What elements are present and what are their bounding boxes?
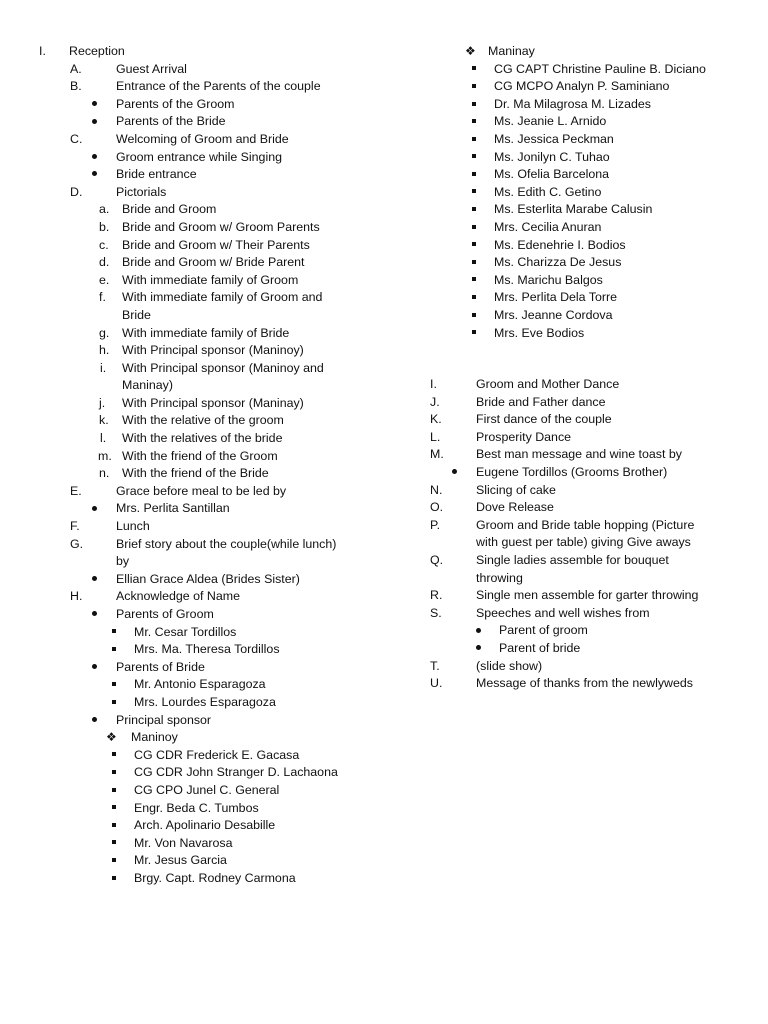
list-item-text: Groom entrance while Singing bbox=[116, 149, 282, 164]
sponsor-name: CG CDR Frederick E. Gacasa bbox=[134, 747, 300, 762]
sponsor-name: CG CAPT Christine Pauline B. Diciano bbox=[494, 61, 706, 76]
outline-item-t bbox=[405, 658, 768, 676]
outline-item-q-continuation bbox=[405, 570, 768, 588]
list-item bbox=[405, 640, 768, 658]
sponsor-name: Ms. Jonilyn C. Tuhao bbox=[494, 149, 610, 164]
list-item bbox=[0, 676, 380, 694]
bullet-square-icon bbox=[472, 149, 476, 167]
bullet-square-icon bbox=[472, 78, 476, 96]
outline-text: Slicing of cake bbox=[476, 482, 556, 497]
outline-marker: I. bbox=[430, 377, 437, 392]
outline-item-r bbox=[405, 587, 768, 605]
list-item-text: Mrs. Perlita Santillan bbox=[116, 501, 230, 516]
list-item bbox=[405, 201, 768, 219]
list-item bbox=[405, 166, 768, 184]
groom-parents-label: Parents of Groom bbox=[116, 607, 214, 621]
pictorial-text: Maninay) bbox=[122, 378, 173, 393]
bullet-square-icon bbox=[472, 272, 476, 290]
outline-marker: l. bbox=[100, 431, 107, 446]
outline-marker: k. bbox=[99, 413, 109, 428]
pictorial-item bbox=[0, 219, 380, 237]
list-item bbox=[0, 659, 380, 677]
list-item bbox=[405, 149, 768, 167]
sponsor-name: Ms. Edith C. Getino bbox=[494, 184, 602, 199]
bullet-square-icon bbox=[472, 96, 476, 114]
outline-marker: O. bbox=[430, 500, 444, 515]
pictorial-item bbox=[0, 325, 380, 343]
outline-item-d bbox=[0, 184, 380, 202]
outline-text: Speeches and well wishes from bbox=[476, 605, 650, 620]
bullet-square-icon bbox=[112, 852, 116, 870]
sponsor-name: CG MCPO Analyn P. Saminiano bbox=[494, 79, 670, 94]
sponsor-name: CG CPO Junel C. General bbox=[134, 782, 280, 797]
list-item bbox=[0, 817, 380, 835]
bullet-square-icon bbox=[472, 325, 476, 343]
list-item bbox=[405, 272, 768, 290]
bullet-square-icon bbox=[472, 201, 476, 219]
list-item bbox=[0, 694, 380, 712]
pictorial-item bbox=[0, 430, 380, 448]
bullet-square-icon bbox=[112, 870, 116, 888]
pictorial-text: Bride and Groom bbox=[122, 202, 217, 217]
bullet-dot-icon bbox=[92, 149, 97, 167]
list-item bbox=[405, 184, 768, 202]
outline-text: Guest Arrival bbox=[116, 61, 187, 76]
bullet-square-icon bbox=[472, 289, 476, 307]
list-item bbox=[0, 500, 380, 518]
sponsor-name: Ms. Charizza De Jesus bbox=[494, 255, 622, 270]
outline-text: Single ladies assemble for bouquet bbox=[476, 553, 669, 568]
bullet-square-icon bbox=[112, 817, 116, 835]
list-item bbox=[405, 61, 768, 79]
list-item bbox=[405, 219, 768, 237]
list-item bbox=[405, 325, 768, 343]
outline-item-e bbox=[0, 483, 380, 501]
outline-marker: G. bbox=[70, 536, 84, 551]
outline-marker: j. bbox=[99, 395, 106, 410]
list-item bbox=[0, 96, 380, 114]
list-item-text: Parents of the Groom bbox=[116, 96, 235, 111]
bullet-dot-icon bbox=[476, 622, 481, 640]
pictorial-item bbox=[0, 395, 380, 413]
outline-marker: K. bbox=[430, 412, 442, 427]
outline-marker: C. bbox=[70, 131, 83, 146]
outline-text: with guest per table) giving Give aways bbox=[476, 535, 691, 550]
outline-item-g-continuation bbox=[0, 553, 380, 571]
outline-item-g bbox=[0, 536, 380, 554]
bullet-dot-icon bbox=[92, 500, 97, 518]
bullet-square-icon bbox=[112, 641, 116, 659]
outline-item-n bbox=[405, 482, 768, 500]
left-column bbox=[0, 43, 380, 888]
diamond-bullet-icon: ❖ bbox=[465, 44, 476, 58]
list-item bbox=[0, 800, 380, 818]
outline-item-k bbox=[405, 411, 768, 429]
list-item bbox=[405, 254, 768, 272]
sponsor-name: Engr. Beda C. Tumbos bbox=[134, 800, 259, 815]
outline-marker: d. bbox=[99, 255, 110, 270]
outline-text: Entrance of the Parents of the couple bbox=[116, 79, 321, 94]
pictorial-item bbox=[0, 412, 380, 430]
list-item bbox=[0, 166, 380, 184]
outline-marker: R. bbox=[430, 588, 443, 603]
list-item bbox=[0, 852, 380, 870]
outline-item-b bbox=[0, 78, 380, 96]
pictorial-item bbox=[0, 272, 380, 290]
sponsor-name: Dr. Ma Milagrosa M. Lizades bbox=[494, 96, 651, 111]
outline-item-o bbox=[405, 499, 768, 517]
list-item bbox=[0, 729, 380, 747]
bullet-square-icon bbox=[112, 624, 116, 642]
bullet-dot-icon bbox=[92, 96, 97, 114]
outline-text: Reception bbox=[69, 44, 125, 58]
outline-text: by bbox=[116, 554, 130, 569]
list-item-text: Mr. Antonio Esparagoza bbox=[134, 677, 266, 692]
bullet-square-icon bbox=[472, 166, 476, 184]
outline-text: Pictorials bbox=[116, 184, 167, 199]
pictorial-text: With the relative of the groom bbox=[122, 413, 284, 428]
sponsor-name: Arch. Apolinario Desabille bbox=[134, 818, 276, 833]
pictorial-text: With immediate family of Groom bbox=[122, 272, 299, 287]
outline-item-i bbox=[405, 376, 768, 394]
diamond-bullet-icon: ❖ bbox=[106, 730, 117, 745]
list-item-text: Mrs. Ma. Theresa Tordillos bbox=[134, 642, 280, 657]
list-item bbox=[0, 571, 380, 589]
outline-item-m bbox=[405, 446, 768, 464]
outline-marker: b. bbox=[99, 219, 110, 234]
list-item bbox=[0, 782, 380, 800]
outline-marker: i. bbox=[100, 360, 107, 375]
list-item-text: Ellian Grace Aldea (Brides Sister) bbox=[116, 571, 300, 586]
pictorial-text: With the friend of the Bride bbox=[122, 466, 269, 481]
outline-item-s bbox=[405, 605, 768, 623]
pictorial-text: With the friend of the Groom bbox=[122, 448, 278, 463]
pictorial-text: Bride and Groom w/ Groom Parents bbox=[122, 219, 320, 234]
bullet-square-icon bbox=[472, 61, 476, 79]
bullet-square-icon bbox=[112, 764, 116, 782]
bullet-square-icon bbox=[112, 694, 116, 712]
sponsor-name: Ms. Ofelia Barcelona bbox=[494, 167, 610, 182]
list-item-text: Parent of groom bbox=[499, 623, 588, 638]
outline-text: Groom and Bride table hopping (Picture bbox=[476, 517, 695, 532]
outline-marker: T. bbox=[430, 658, 440, 673]
outline-text: throwing bbox=[476, 570, 523, 585]
pictorial-item bbox=[0, 237, 380, 255]
list-item bbox=[0, 764, 380, 782]
list-item bbox=[405, 113, 768, 131]
bullet-dot-icon bbox=[452, 464, 457, 482]
outline-text: Bride and Father dance bbox=[476, 394, 606, 409]
sponsor-name: CG CDR John Stranger D. Lachaona bbox=[134, 765, 338, 780]
list-item bbox=[405, 43, 768, 61]
list-item bbox=[0, 606, 380, 624]
pictorial-item bbox=[0, 465, 380, 483]
pictorial-text: With immediate family of Groom and bbox=[122, 290, 323, 305]
maninoy-label: Maninoy bbox=[131, 730, 178, 745]
list-item-text: Mr. Cesar Tordillos bbox=[134, 624, 237, 639]
outline-text: First dance of the couple bbox=[476, 412, 612, 427]
bullet-square-icon bbox=[472, 131, 476, 149]
outline-marker: e. bbox=[99, 272, 110, 287]
list-item bbox=[405, 237, 768, 255]
bullet-square-icon bbox=[472, 113, 476, 131]
sponsor-name: Ms. Jeanie L. Arnido bbox=[494, 114, 607, 129]
pictorial-item bbox=[0, 448, 380, 466]
pictorial-item bbox=[0, 201, 380, 219]
outline-item-f bbox=[0, 518, 380, 536]
list-item bbox=[0, 624, 380, 642]
outline-marker: F. bbox=[70, 519, 80, 534]
outline-text: (slide show) bbox=[476, 658, 543, 673]
list-item-text: Mrs. Lourdes Esparagoza bbox=[134, 694, 276, 709]
outline-text: Brief story about the couple(while lunch) bbox=[116, 536, 337, 551]
pictorial-item bbox=[0, 360, 380, 378]
sponsor-name: Mrs. Cecilia Anuran bbox=[494, 219, 602, 234]
sponsor-name: Mrs. Jeanne Cordova bbox=[494, 307, 613, 322]
outline-item-a bbox=[0, 61, 380, 79]
bullet-square-icon bbox=[112, 835, 116, 853]
right-column bbox=[405, 43, 768, 693]
pictorial-item bbox=[0, 342, 380, 360]
bullet-dot-icon bbox=[92, 166, 97, 184]
outline-marker: N. bbox=[430, 482, 443, 497]
list-item bbox=[0, 870, 380, 888]
outline-marker: h. bbox=[99, 343, 110, 358]
outline-item-p-continuation bbox=[405, 534, 768, 552]
sponsor-name: Mr. Jesus Garcia bbox=[134, 853, 227, 868]
sponsor-name: Ms. Esterlita Marabe Calusin bbox=[494, 202, 653, 217]
pictorial-text: With Principal sponsor (Maninay) bbox=[122, 395, 304, 410]
bullet-dot-icon bbox=[92, 571, 97, 589]
list-item bbox=[405, 289, 768, 307]
list-item bbox=[405, 131, 768, 149]
list-item bbox=[0, 835, 380, 853]
outline-text: Prosperity Dance bbox=[476, 429, 572, 444]
bullet-square-icon bbox=[472, 254, 476, 272]
outline-item-c bbox=[0, 131, 380, 149]
bullet-square-icon bbox=[112, 800, 116, 818]
outline-item-u bbox=[405, 675, 768, 693]
list-item bbox=[0, 149, 380, 167]
pictorial-text: Bride and Groom w/ Their Parents bbox=[122, 237, 310, 252]
list-item-text: Parent of bride bbox=[499, 641, 581, 655]
outline-item-q bbox=[405, 552, 768, 570]
outline-marker: E. bbox=[70, 483, 82, 498]
list-item bbox=[405, 622, 768, 640]
outline-item-l bbox=[405, 429, 768, 447]
bullet-dot-icon bbox=[476, 640, 481, 658]
outline-marker: Q. bbox=[430, 553, 444, 568]
bullet-dot-icon bbox=[92, 659, 97, 677]
outline-marker: U. bbox=[430, 676, 443, 691]
list-item-text: Eugene Tordillos (Grooms Brother) bbox=[476, 465, 668, 480]
bullet-square-icon bbox=[472, 184, 476, 202]
outline-marker: f. bbox=[99, 290, 106, 305]
outline-text: Welcoming of Groom and Bride bbox=[116, 131, 289, 146]
list-item bbox=[405, 307, 768, 325]
sponsor-name: Ms. Marichu Balgos bbox=[494, 272, 603, 287]
bullet-dot-icon bbox=[92, 712, 97, 730]
list-item bbox=[0, 747, 380, 765]
outline-marker: A. bbox=[70, 61, 82, 76]
pictorial-text: Bride bbox=[122, 307, 151, 322]
sponsor-name: Mrs. Eve Bodios bbox=[494, 325, 585, 340]
list-item bbox=[0, 113, 380, 131]
bullet-square-icon bbox=[472, 307, 476, 325]
outline-marker: H. bbox=[70, 589, 83, 604]
outline-marker: S. bbox=[430, 605, 442, 620]
outline-text: Message of thanks from the newlyweds bbox=[476, 676, 693, 691]
list-item bbox=[0, 641, 380, 659]
principal-sponsor-label: Principal sponsor bbox=[116, 712, 212, 727]
sponsor-name: Ms. Jessica Peckman bbox=[494, 131, 614, 146]
bullet-square-icon bbox=[472, 237, 476, 255]
outline-text: Grace before meal to be led by bbox=[116, 483, 287, 498]
pictorial-item bbox=[0, 289, 380, 307]
outline-item-j bbox=[405, 394, 768, 412]
sponsor-name: Ms. Edenehrie I. Bodios bbox=[494, 237, 626, 252]
bullet-square-icon bbox=[112, 747, 116, 765]
pictorial-item bbox=[0, 254, 380, 272]
bullet-square-icon bbox=[112, 676, 116, 694]
outline-marker: D. bbox=[70, 184, 83, 199]
pictorial-text: With immediate family of Bride bbox=[122, 325, 290, 340]
spacer bbox=[405, 342, 768, 376]
outline-marker: I. bbox=[39, 44, 46, 58]
outline-marker: L. bbox=[430, 429, 441, 444]
outline-marker: n. bbox=[99, 466, 110, 481]
bride-parents-label: Parents of Bride bbox=[116, 659, 205, 674]
outline-text: Groom and Mother Dance bbox=[476, 377, 620, 392]
outline-item-h bbox=[0, 588, 380, 606]
list-item bbox=[0, 712, 380, 730]
outline-marker: m. bbox=[98, 448, 112, 463]
outline-text: Lunch bbox=[116, 519, 150, 534]
sponsor-name: Mr. Von Navarosa bbox=[134, 835, 233, 850]
outline-text: Best man message and wine toast by bbox=[476, 447, 682, 462]
outline-marker: a. bbox=[99, 202, 110, 217]
maninay-label: Maninay bbox=[488, 44, 535, 58]
list-item bbox=[405, 96, 768, 114]
outline-marker: c. bbox=[99, 237, 109, 252]
list-item-text: Parents of the Bride bbox=[116, 114, 226, 129]
pictorial-item-continuation bbox=[0, 377, 380, 395]
outline-marker: g. bbox=[99, 325, 110, 340]
pictorial-text: Bride and Groom w/ Bride Parent bbox=[122, 255, 305, 270]
pictorial-text: With the relatives of the bride bbox=[122, 431, 283, 446]
list-item bbox=[405, 78, 768, 96]
sponsor-name: Brgy. Capt. Rodney Carmona bbox=[134, 870, 296, 885]
outline-marker: M. bbox=[430, 447, 444, 462]
outline-item-p bbox=[405, 517, 768, 535]
outline-text: Dove Release bbox=[476, 500, 554, 515]
outline-marker: P. bbox=[430, 517, 441, 532]
bullet-square-icon bbox=[112, 782, 116, 800]
pictorial-text: With Principal sponsor (Maninoy) bbox=[122, 343, 304, 358]
bullet-dot-icon bbox=[92, 113, 97, 131]
list-item-text: Bride entrance bbox=[116, 167, 197, 182]
bullet-square-icon bbox=[472, 219, 476, 237]
outline-item-reception bbox=[0, 43, 380, 61]
outline-marker: J. bbox=[430, 394, 440, 409]
outline-marker: B. bbox=[70, 79, 82, 94]
list-item bbox=[405, 464, 768, 482]
sponsor-name: Mrs. Perlita Dela Torre bbox=[494, 290, 618, 305]
pictorial-item-continuation bbox=[0, 307, 380, 325]
outline-text: Acknowledge of Name bbox=[116, 589, 240, 604]
bullet-dot-icon bbox=[92, 606, 97, 624]
outline-text: Single men assemble for garter throwing bbox=[476, 588, 699, 603]
pictorial-text: With Principal sponsor (Maninoy and bbox=[122, 360, 324, 375]
